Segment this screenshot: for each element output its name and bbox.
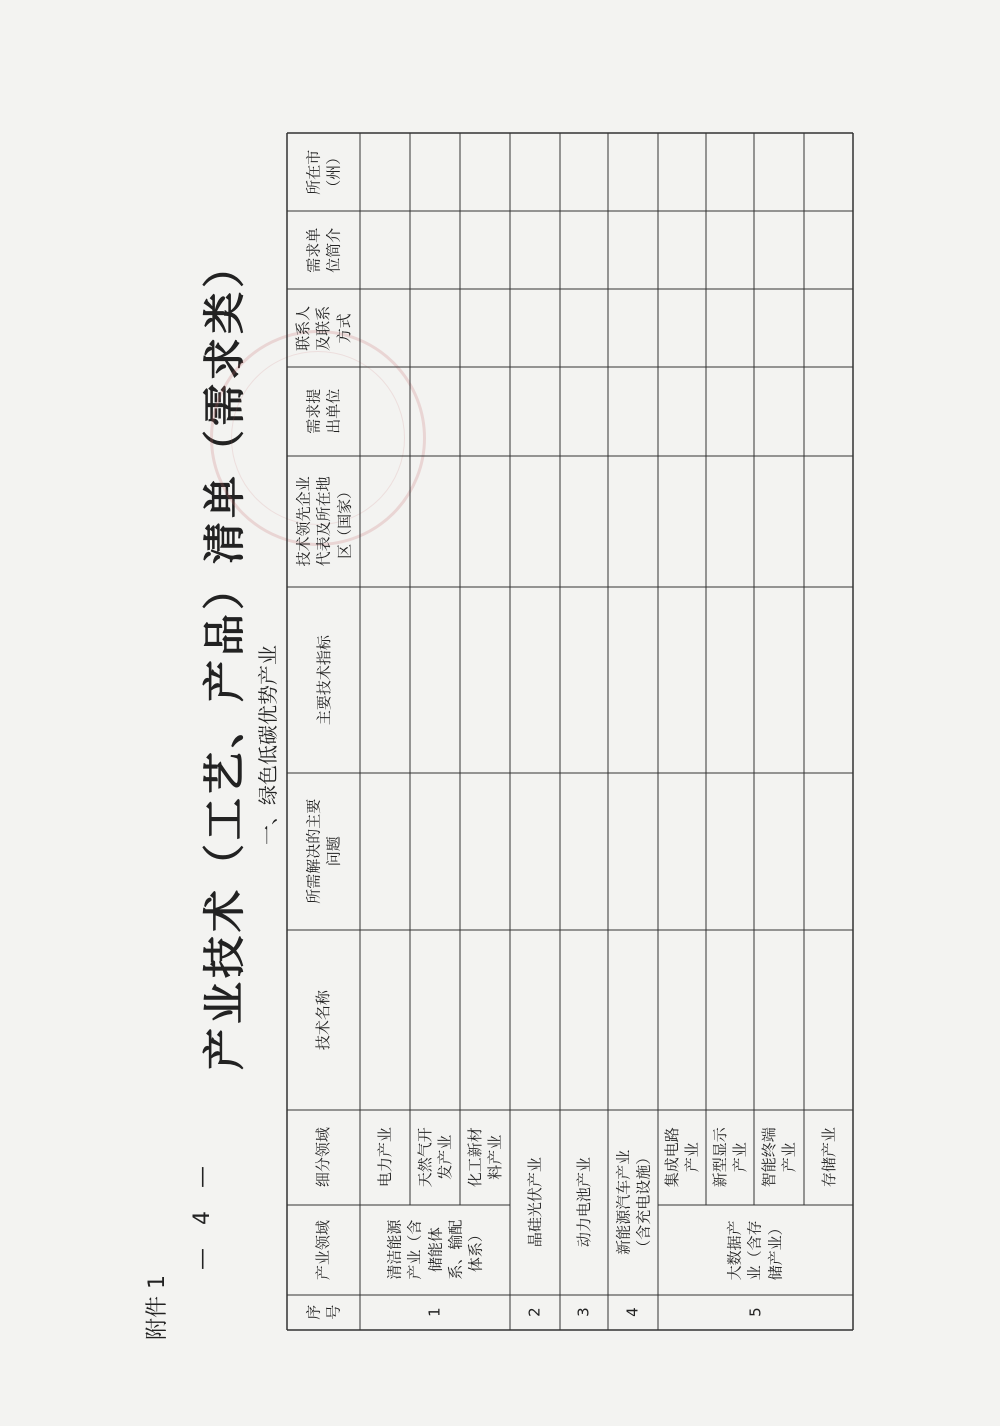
row1-subfield-gas: 天然气开 发产业 — [415, 1127, 455, 1188]
row5-subfield-storage: 存储产业 — [819, 1127, 838, 1188]
row1-industry: 清洁能源 产业（含 储能体 系、输配 体系） — [385, 1219, 485, 1281]
row2-seq: 2 — [525, 1307, 544, 1318]
page-title: 产业技术（工艺、产品）清单（需求类） — [200, 241, 249, 1070]
header-subfield: 细分领域 — [314, 1127, 333, 1188]
attachment-label: 附件 1 — [145, 1275, 170, 1340]
row5-seq: 5 — [746, 1307, 765, 1318]
header-problem: 所需解决的主要 问题 — [304, 798, 343, 905]
row5-subfield-ic: 集成电路 产业 — [662, 1127, 702, 1188]
section-subtitle: 一、绿色低碳优势产业 — [256, 645, 280, 845]
header-leading-enterprises: 技术领先企业 代表及所在地 区（国家） — [294, 476, 353, 567]
row5-industry: 大数据产 业（含存 储产业） — [726, 1219, 785, 1281]
row3-industry: 动力电池产业 — [574, 1157, 593, 1248]
row2-industry: 晶硅光伏产业 — [525, 1157, 544, 1248]
page-number: — 4 — — [190, 1158, 215, 1270]
header-industry: 产业领域 — [314, 1219, 333, 1281]
row1-subfield-chem: 化工新材 料产业 — [465, 1127, 505, 1188]
header-proposer: 需求提 出单位 — [304, 388, 343, 435]
header-seq: 序 号 — [304, 1304, 343, 1321]
row1-subfield-power: 电力产业 — [375, 1127, 394, 1188]
row4-seq: 4 — [623, 1307, 642, 1318]
row4-industry: 新能源汽车产业 （含充电设施） — [613, 1149, 653, 1256]
header-indicators: 主要技术指标 — [314, 634, 333, 726]
header-city: 所在市 （州） — [304, 149, 343, 195]
row5-subfield-display: 新型显示 产业 — [710, 1127, 750, 1188]
row1-seq: 1 — [425, 1307, 444, 1318]
row3-seq: 3 — [574, 1307, 593, 1318]
header-unit-intro: 需求单 位简介 — [304, 227, 343, 273]
header-tech-name: 技术名称 — [314, 989, 333, 1051]
row5-subfield-terminal: 智能终端 产业 — [759, 1127, 799, 1188]
header-contact: 联系人 及联系 方式 — [294, 305, 353, 351]
